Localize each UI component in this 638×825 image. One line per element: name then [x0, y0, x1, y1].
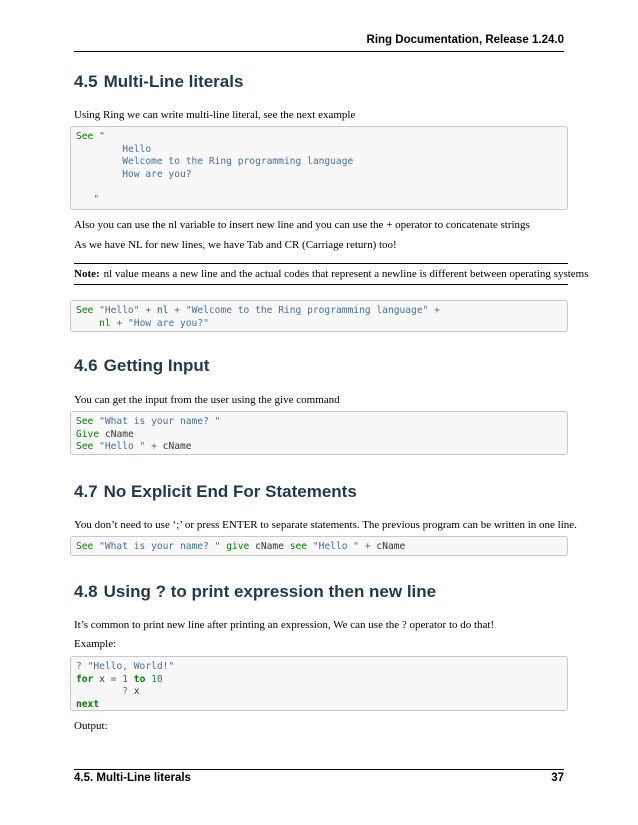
section-number: 4.8 [74, 582, 98, 601]
code-keyword: next [76, 698, 100, 710]
running-header: Ring Documentation, Release 1.24.0 [366, 34, 564, 46]
code-operator: + [116, 317, 123, 329]
code-keyword: give [226, 541, 250, 552]
section-title: Multi-Line literals [103, 72, 244, 91]
page-number: 37 [551, 772, 564, 784]
code-keyword: for [76, 673, 94, 685]
code-operator: + [174, 305, 181, 316]
section-heading-4-7 [74, 482, 357, 502]
code-block-one-line [70, 536, 568, 556]
code-string: " [93, 193, 100, 205]
code-keyword: see [289, 541, 308, 552]
code-operator: ? [76, 661, 82, 672]
code-block-getting-input [70, 411, 568, 455]
code-keyword: to [133, 673, 146, 685]
code-number: 10 [151, 673, 163, 685]
section-heading-4-5 [74, 72, 243, 92]
paragraph: You don’t need to use ‘;’ or press ENTER to separate statements. The previous program can be written in one line. [74, 519, 577, 531]
section-number: 4.5 [74, 72, 98, 91]
paragraph: It’s common to print new line after printing an expression, We can use the ? operator to do that! [74, 619, 495, 631]
code-block-multiline-literal [70, 126, 568, 210]
code-string: Hello [122, 143, 152, 155]
code-operator: + [434, 305, 440, 316]
code-keyword: See [76, 416, 94, 427]
note-box [74, 263, 589, 285]
code-string: "Hello " [99, 441, 146, 452]
footer-rule [74, 769, 564, 770]
code-variable: cName [255, 541, 284, 552]
code-builtin: nl [156, 305, 169, 316]
code-operator: = [110, 673, 117, 685]
section-heading-4-8 [74, 582, 436, 602]
section-title: No Explicit End For Statements [103, 482, 357, 501]
code-string: "What is your name? " [99, 416, 221, 427]
section-number: 4.6 [74, 356, 98, 375]
code-string: Welcome to the Ring programming language [122, 156, 354, 167]
section-title: Getting Input [103, 356, 210, 375]
code-string: "Hello " [312, 541, 360, 552]
paragraph: As we have NL for new lines, we have Tab and CR (Carriage return) too! [74, 239, 397, 251]
code-string: "What is your name? " [99, 541, 221, 552]
paragraph: You can get the input from the user using the give command [74, 394, 340, 406]
code-keyword: Give [76, 428, 100, 440]
code-block-nl-concat [70, 300, 568, 332]
code-operator: + [145, 305, 152, 316]
code-block-print-expression [70, 656, 568, 711]
code-variable: cName [162, 441, 192, 452]
code-operator: + [364, 541, 371, 552]
code-variable: x [99, 673, 105, 685]
code-number: 1 [122, 673, 129, 685]
paragraph: Also you can use the nl variable to insert new line and you can use the + operator to concatenate strings [74, 219, 530, 231]
section-number: 4.7 [74, 482, 98, 501]
section-heading-4-6 [74, 356, 209, 376]
code-keyword: See [76, 305, 94, 316]
footer-section: 4.5. Multi-Line literals [74, 772, 191, 784]
code-variable: cName [104, 428, 134, 440]
code-string: "Welcome to the Ring programming language" [185, 305, 429, 316]
code-string: "Hello" [99, 305, 140, 316]
running-footer [74, 772, 564, 788]
paragraph: Output: [74, 720, 108, 732]
section-title: Using ? to print expression then new line [103, 582, 437, 601]
header-rule [74, 51, 564, 52]
code-keyword: See [76, 541, 94, 552]
code-variable: x [133, 686, 140, 697]
code-keyword: See [76, 131, 94, 142]
code-variable: cName [376, 541, 406, 552]
note-text: nl value means a new line and the actual codes that represent a newline is different between operating systems [103, 268, 589, 280]
code-string: How are you? [122, 168, 192, 180]
note-label: Note: [74, 268, 100, 280]
code-string: " [99, 131, 105, 142]
code-string: "Hello, World!" [87, 661, 175, 672]
code-builtin: nl [99, 317, 111, 329]
code-operator: + [151, 441, 157, 452]
paragraph: Example: [74, 638, 117, 650]
code-string: "How are you?" [128, 317, 209, 329]
code-keyword: See [76, 441, 94, 452]
code-operator: ? [122, 686, 128, 697]
paragraph: Using Ring we can write multi-line literal, see the next example [74, 109, 356, 121]
